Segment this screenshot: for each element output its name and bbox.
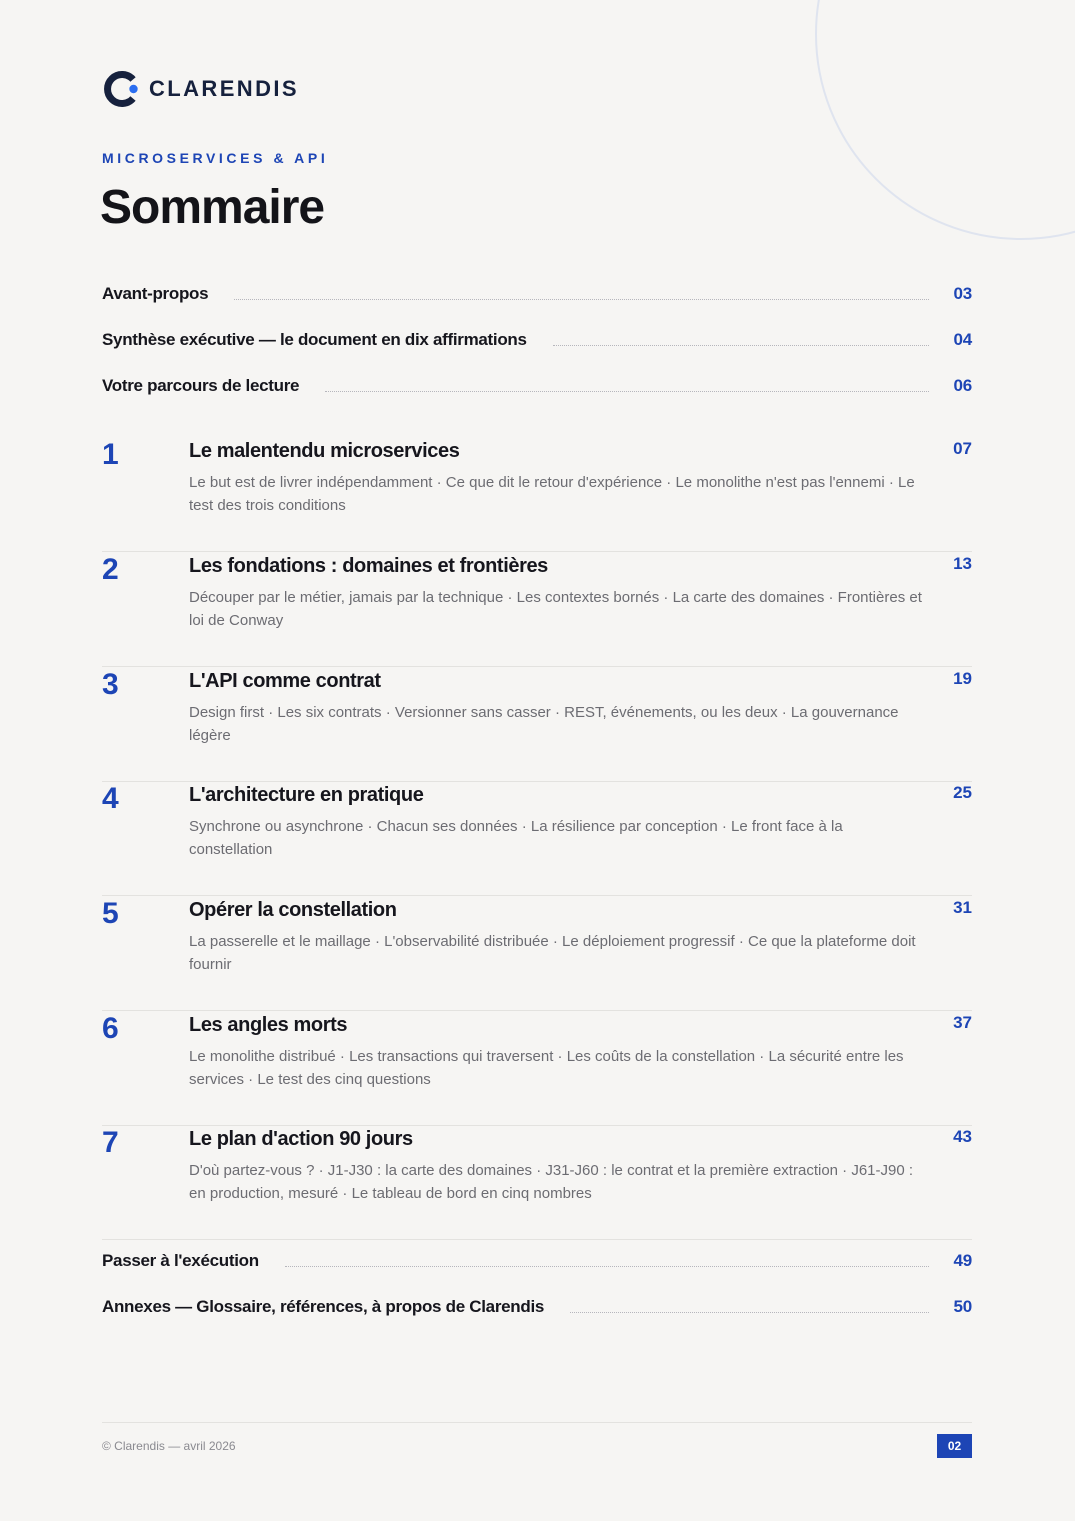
page-number-badge: 02: [937, 1434, 972, 1458]
chapter-number: 5: [102, 897, 119, 930]
chapter-2[interactable]: [102, 552, 972, 667]
dot-leader: [285, 1266, 930, 1267]
chapter-page: 43: [953, 1127, 972, 1146]
toc-entry-label: Annexes — Glossaire, références, à propos de Clarendis: [102, 1297, 545, 1316]
toc-entry-page: 50: [953, 1297, 972, 1316]
toc-entry-page: 03: [953, 284, 972, 303]
chapter-7[interactable]: [102, 1125, 972, 1240]
chapter-description: D'où partez-vous ? · J1-J30 : la carte des domaines · J31-J60 : le contrat et la première extraction · J61-J90 : en production, mesuré · Le tableau de bord en cinq nombres: [189, 1162, 914, 1202]
chapter-number: 1: [102, 438, 119, 471]
toc-entry-label: Synthèse exécutive — le document en dix affirmations: [102, 330, 527, 349]
chapter-title: Opérer la constellation: [189, 899, 397, 921]
clarendis-logo-icon: [102, 70, 140, 108]
chapter-page: 31: [953, 898, 972, 917]
chapter-3[interactable]: [102, 667, 972, 782]
chapter-description: Le monolithe distribué · Les transactions qui traversent · Les coûts de la constellation · La sécurité entre les services · Le test des cinq questions: [189, 1048, 904, 1088]
toc-entry-page: 06: [953, 376, 972, 395]
chapter-description: La passerelle et le maillage · L'observabilité distribuée · Le déploiement progressif · Ce que la plateforme doit fournir: [189, 933, 916, 973]
chapter-title: L'architecture en pratique: [189, 784, 424, 806]
chapter-1[interactable]: [102, 437, 972, 552]
brand-name: CLARENDIS: [149, 76, 299, 101]
chapter-page: 07: [953, 439, 972, 458]
chapter-number: 2: [102, 553, 119, 586]
chapter-number: 6: [102, 1012, 119, 1045]
toc-entry-avant-propos[interactable]: [102, 279, 972, 309]
decorative-circle: [815, 0, 1075, 240]
footer-copyright: © Clarendis — avril 2026: [102, 1439, 236, 1453]
chapter-4[interactable]: [102, 781, 972, 896]
toc-entry-synthese[interactable]: [102, 325, 972, 355]
dot-leader: [553, 345, 930, 346]
chapter-6[interactable]: [102, 1011, 972, 1126]
dot-leader: [234, 299, 929, 300]
chapter-description: Design first · Les six contrats · Versionner sans casser · REST, événements, ou les deux · La gouvernance légère: [189, 704, 899, 744]
toc-entry-page: 04: [953, 330, 972, 349]
brand-logo: [102, 70, 299, 108]
footer-divider: [102, 1422, 972, 1423]
section-eyebrow: MICROSERVICES & API: [102, 150, 329, 166]
chapter-page: 25: [953, 783, 972, 802]
chapter-description: Le but est de livrer indépendamment · Ce que dit le retour d'expérience · Le monolithe n'est pas l'ennemi · Le test des trois conditions: [189, 474, 915, 514]
dot-leader: [325, 391, 929, 392]
chapter-page: 13: [953, 554, 972, 573]
chapter-title: Les angles morts: [189, 1014, 348, 1036]
chapter-title: Le malentendu microservices: [189, 440, 460, 462]
toc-entry-label: Votre parcours de lecture: [102, 376, 300, 395]
chapter-number: 3: [102, 668, 119, 701]
toc-entry-execution[interactable]: [102, 1246, 972, 1276]
page-title: Sommaire: [100, 181, 325, 234]
chapter-title: Les fondations : domaines et frontières: [189, 555, 548, 577]
chapter-description: Synchrone ou asynchrone · Chacun ses données · La résilience par conception · Le front face à la constellation: [189, 818, 843, 858]
chapter-description: Découper par le métier, jamais par la technique · Les contextes bornés · La carte des domaines · Frontières et loi de Conway: [189, 589, 922, 629]
chapter-number: 4: [102, 782, 119, 815]
dot-leader: [570, 1312, 929, 1313]
toc-entry-label: Avant-propos: [102, 284, 209, 303]
chapter-number: 7: [102, 1126, 119, 1159]
chapter-title: L'API comme contrat: [189, 670, 381, 692]
toc-entry-label: Passer à l'exécution: [102, 1251, 259, 1270]
chapter-5[interactable]: [102, 896, 972, 1011]
chapter-title: Le plan d'action 90 jours: [189, 1128, 413, 1150]
chapter-page: 37: [953, 1013, 972, 1032]
toc-entry-annexes[interactable]: [102, 1292, 972, 1322]
toc-entry-parcours[interactable]: [102, 371, 972, 401]
chapter-page: 19: [953, 669, 972, 688]
toc-entry-page: 49: [953, 1251, 972, 1270]
